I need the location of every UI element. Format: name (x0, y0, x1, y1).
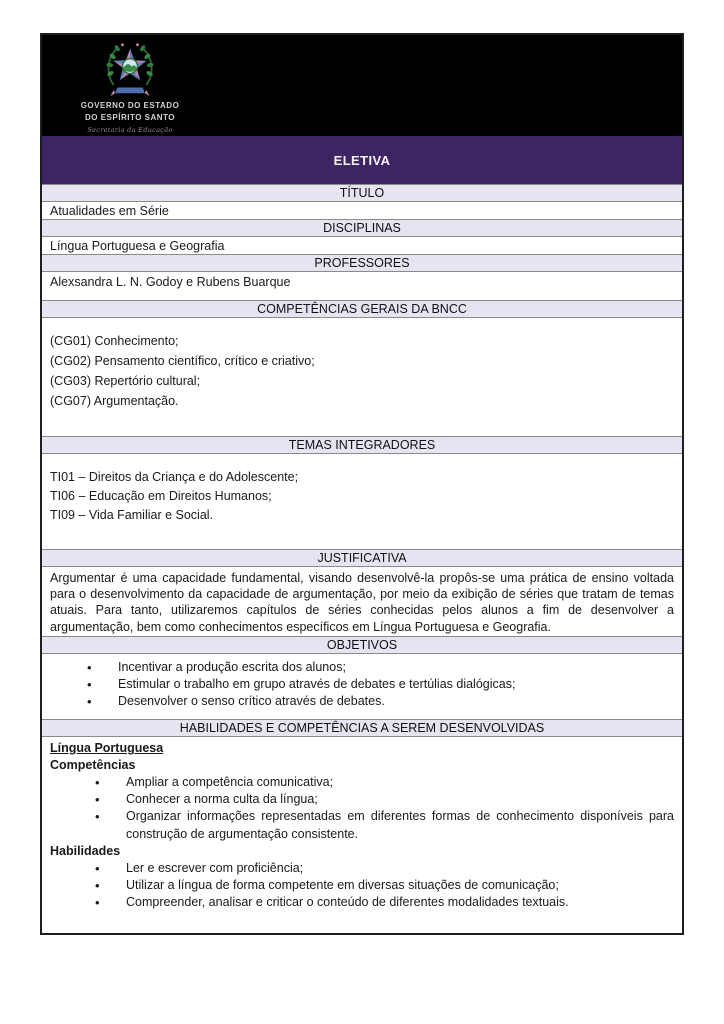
competencias-heading: Competências (50, 758, 136, 772)
eletiva-form (40, 33, 684, 935)
list-item: • Incentivar a produção escrita dos alunos; (118, 659, 682, 676)
section-header-disciplinas: DISCIPLINAS (42, 219, 682, 237)
org-name-line2: DO ESPÍRITO SANTO (85, 113, 175, 122)
section-header-habilidades-competencias: HABILIDADES E COMPETÊNCIAS A SEREM DESENVOLVIDAS (42, 719, 682, 737)
list-item: TI01 – Direitos da Criança e do Adolescente; (50, 470, 299, 484)
banner-eletiva (42, 136, 682, 184)
field-titulo-value: Atualidades em Série (42, 202, 682, 219)
list-item: TI06 – Educação em Direitos Humanos; (50, 489, 272, 503)
list-item: • Desenvolver o senso crítico através de debates. (118, 693, 682, 710)
list-item: • Estimular o trabalho em grupo através de debates e tertúlias dialógicas; (118, 676, 682, 693)
section-header-competencias-bncc: COMPETÊNCIAS GERAIS DA BNCC (42, 300, 682, 318)
habilidades-heading: Habilidades (50, 843, 121, 858)
section-header-justificativa: JUSTIFICATIVA (42, 549, 682, 567)
list-item: • Conhecer a norma culta da língua; (126, 791, 674, 808)
letterhead-emblem-block (52, 35, 208, 134)
list-item: (CG01) Conhecimento; (50, 334, 179, 348)
list-item: TI09 – Vida Familiar e Social. (50, 508, 214, 522)
org-tagline: Secretaria da Educação (87, 126, 173, 134)
list-item: (CG02) Pensamento científico, crítico e criativo; (50, 354, 315, 368)
habilidades-competencias-content (42, 737, 682, 933)
list-item: • Compreender, analisar e criticar o conteúdo de diferentes modalidades textuais. (126, 894, 674, 911)
list-item: (CG07) Argumentação. (50, 394, 179, 408)
list-item: • Ampliar a competência comunicativa; (126, 774, 674, 791)
justificativa-text: Argumentar é uma capacidade fundamental, visando desenvolvê-la propôs-se uma prática de ensino voltada para o desenvolvimento da capacidade de argumentação, por meio da exibição de séries que tratam de temas atuais. Para tanto, utilizaremos capítulos de séries conhecidas pelos alunos a fim de desenvolver a argumentação, bem como conhecimentos específicos em Língua Portuguesa e Geografia. (42, 567, 682, 636)
letterhead (42, 35, 682, 136)
list-item: • Organizar informações representadas em diferentes formas de conhecimento disponíveis para construção de argumentação consistente. (126, 808, 674, 842)
banner-title: ELETIVA (333, 152, 391, 168)
list-item: (CG03) Repertório cultural; (50, 374, 201, 388)
section-header-temas-integradores: TEMAS INTEGRADORES (42, 436, 682, 454)
section-header-objetivos: OBJETIVOS (42, 636, 682, 654)
subject-heading: Língua Portuguesa (50, 741, 164, 755)
list-item: • Ler e escrever com proficiência; (126, 860, 674, 877)
temas-integradores-content (42, 454, 682, 549)
competencias-bncc-content (42, 318, 682, 436)
espirito-santo-coat-of-arms-icon (101, 39, 159, 99)
section-header-professores: PROFESSORES (42, 254, 682, 272)
list-item: • Utilizar a língua de forma competente em diversas situações de comunicação; (126, 877, 674, 894)
field-disciplinas-value: Língua Portuguesa e Geografia (42, 237, 682, 254)
org-name-line1: GOVERNO DO ESTADO (80, 101, 180, 110)
field-professores-value: Alexsandra L. N. Godoy e Rubens Buarque (42, 272, 682, 300)
objetivos-content (42, 654, 682, 719)
section-header-titulo: TÍTULO (42, 184, 682, 202)
